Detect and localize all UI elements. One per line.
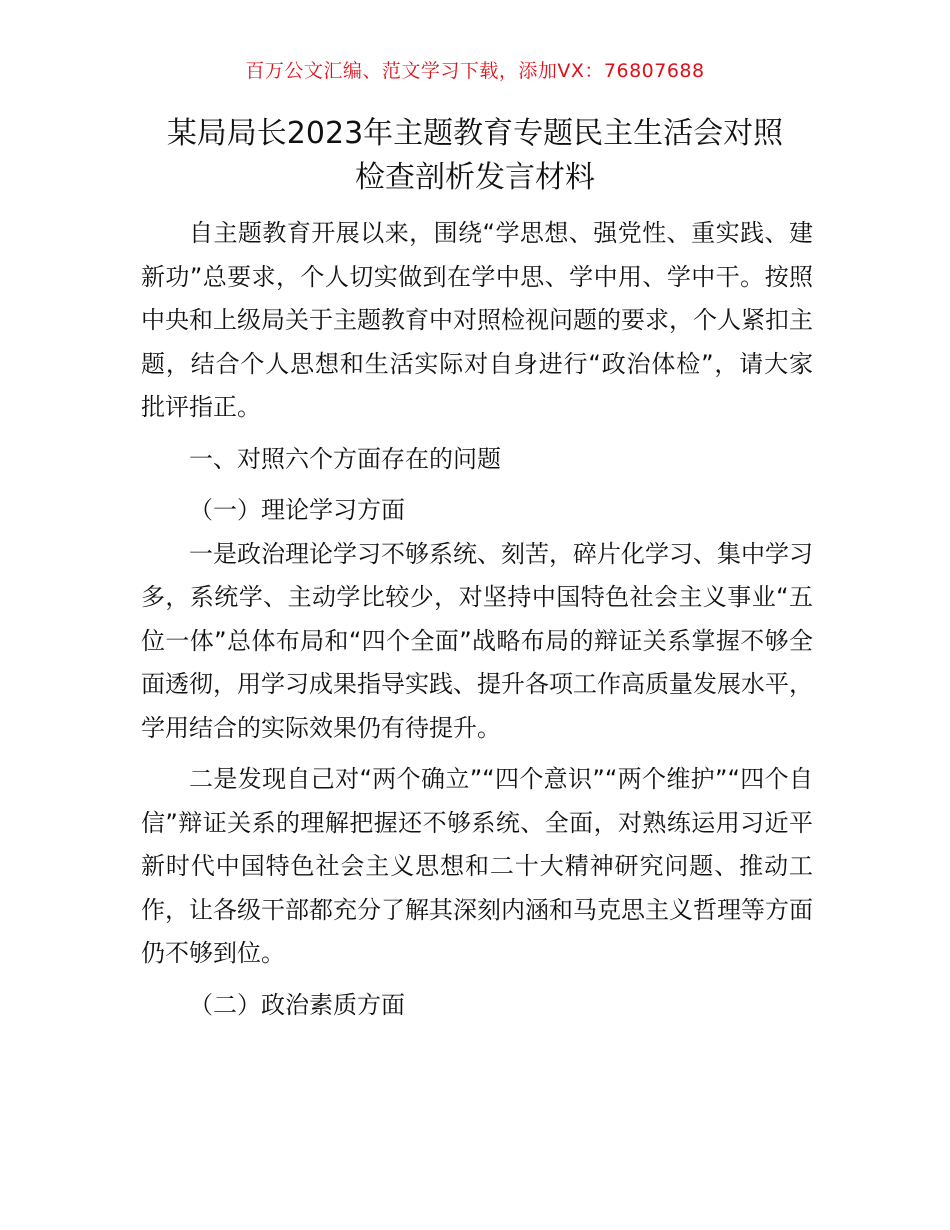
document-title [130, 112, 820, 200]
section-heading-1: 一、对照六个方面存在的问题 [189, 444, 501, 473]
title-line-2: 检查剖析发言材料 [355, 160, 595, 195]
theory-paragraph-1: 一是政治理论学习不够系统、刻苦，碎片化学习、集中学习多，系统学、主动学比较少，对坚持中国特色社会主义事业“五位一体”总体布局和“四个全面”战略布局的辩证关系掌握不够全面透彻，用学习成果指导实践、提升各项工作高质量发展水平，学用结合的实际效果仍有待提升。 [141, 539, 813, 742]
intro-paragraph: 自主题教育开展以来，围绕“学思想、强党性、重实践、建新功”总要求，个人切实做到在学中思、学中用、学中干。按照中央和上级局关于主题教育中对照检视问题的要求，个人紧扣主题，结合个人思想和生活实际对自身进行“政治体检”，请大家批评指正。 [141, 219, 813, 421]
document-body [141, 212, 813, 1027]
theory-paragraph-2: 二是发现自己对“两个确立”“四个意识”“两个维护”“四个自信”辩证关系的理解把握还不够系统、全面，对熟练运用习近平新时代中国特色社会主义思想和二十大精神研究问题、推动工作，让各级干部都充分了解其深刻内涵和马克思主义哲理等方面仍不够到位。 [141, 765, 813, 967]
subsection-heading-theory: （一）理论学习方面 [189, 496, 405, 524]
title-line-1: 某局局长2023年主题教育专题民主生活会对照 [166, 116, 784, 151]
header-watermark-note: 百万公文汇编、范文学习下载，添加VX：76807688 [245, 60, 705, 82]
subsection-heading-political: （二）政治素质方面 [189, 990, 405, 1019]
